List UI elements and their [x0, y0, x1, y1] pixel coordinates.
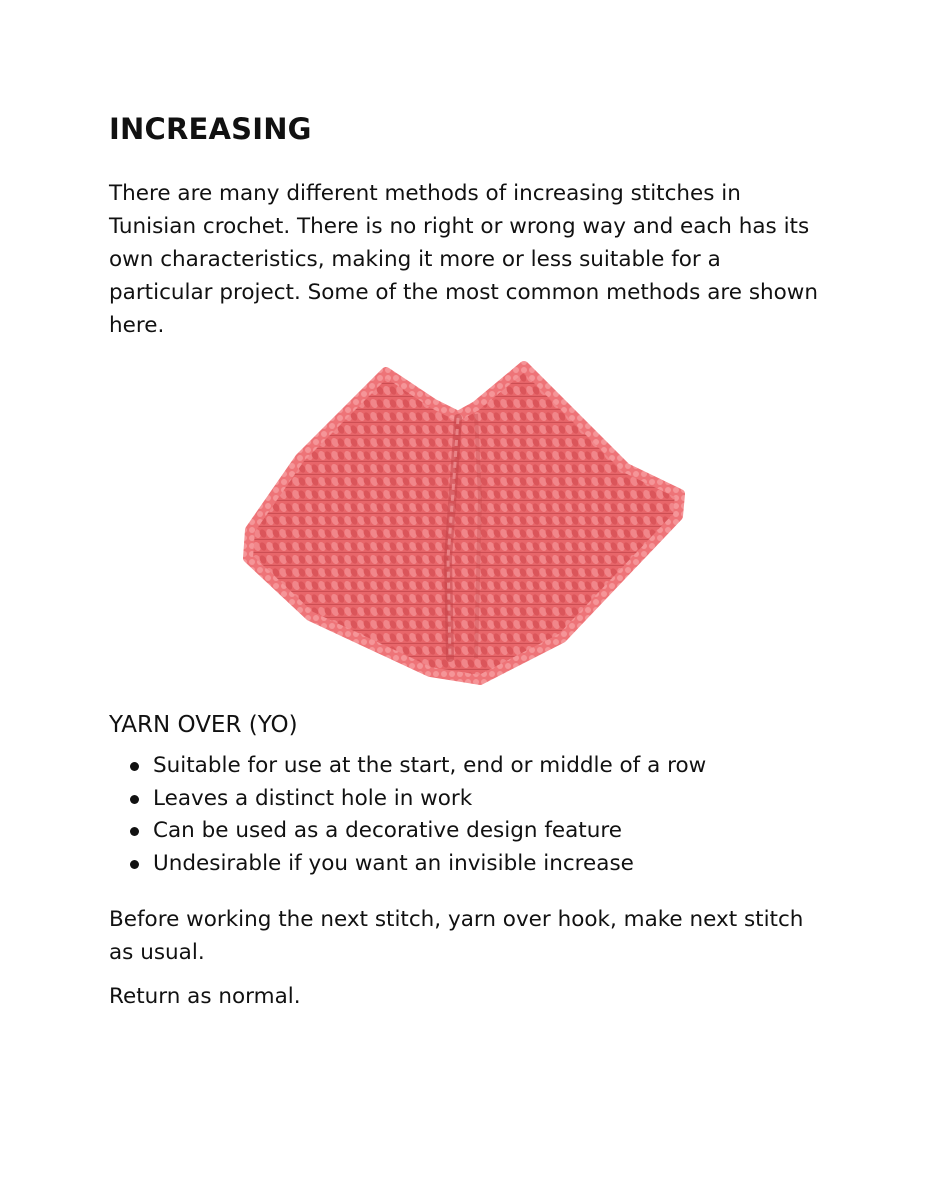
list-item	[130, 848, 830, 881]
page-title: INCREASING	[109, 112, 312, 146]
list-item	[130, 815, 830, 848]
swatch-shape	[248, 366, 680, 680]
bullet-list	[130, 750, 830, 881]
bullet-icon	[130, 795, 139, 804]
list-item-text: Leaves a distinct hole in work	[153, 785, 473, 811]
list-item-text: Can be used as a decorative design feature	[153, 818, 622, 844]
return-paragraph: Return as normal.	[109, 984, 301, 1009]
list-item-text: Undesirable if you want an invisible increase	[153, 851, 634, 877]
list-item	[130, 783, 830, 816]
intro-paragraph: There are many different methods of increasing stitches in Tunisian crochet. There is no right or wrong way and each has its own characteristics, making it more or less suitable for a particular project. Some of the most common methods are shown here.	[109, 181, 819, 338]
section-title: YARN OVER (YO)	[109, 712, 298, 738]
crochet-swatch-photo	[240, 358, 690, 690]
bullet-icon	[130, 860, 139, 869]
bullet-icon	[130, 827, 139, 836]
instruction-paragraph: Before working the next stitch, yarn over hook, make next stitch as usual.	[109, 907, 804, 965]
list-item-text: Suitable for use at the start, end or middle of a row	[153, 753, 707, 778]
list-item	[130, 750, 830, 783]
bullet-icon	[130, 762, 139, 771]
swatch-illustration	[240, 358, 690, 690]
